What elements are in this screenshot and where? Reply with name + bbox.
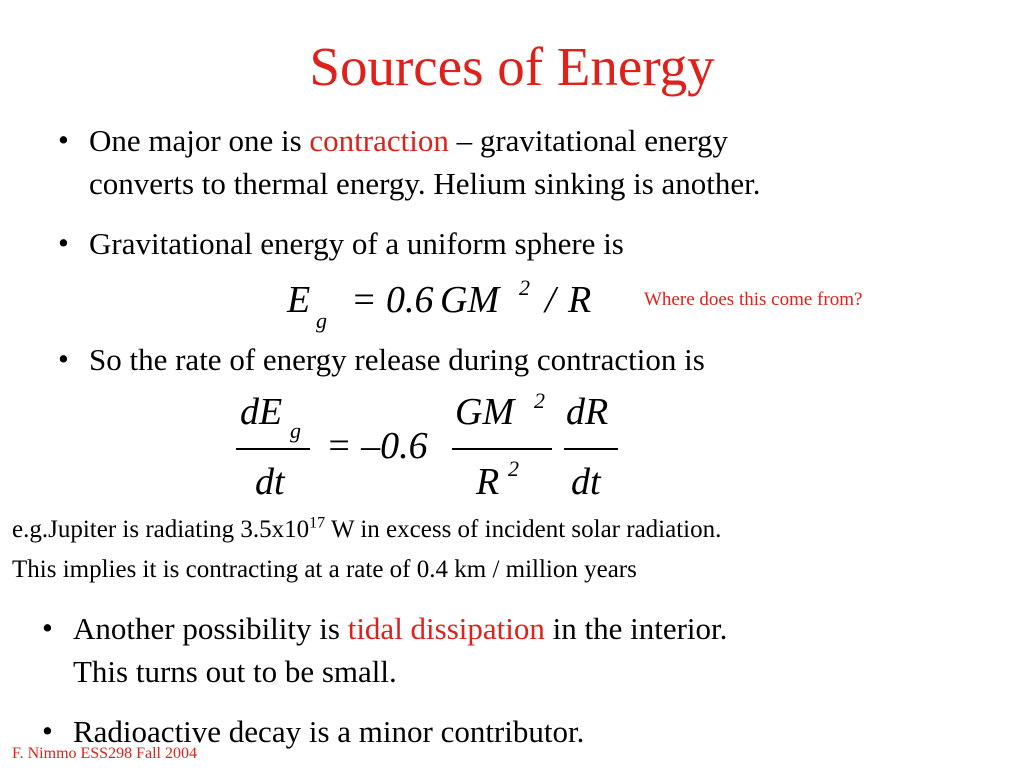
- bullet-text: One major one is: [89, 123, 310, 158]
- eq2-fraction-bar: [452, 448, 552, 450]
- bullet-text: in the interior.: [544, 611, 728, 646]
- eq1-sub-g: g: [316, 308, 327, 333]
- bullet-text: Another possibility is: [73, 611, 348, 646]
- eq2-GM: GM: [455, 391, 515, 433]
- bullet-text: converts to thermal energy. Helium sinking is another.: [89, 166, 761, 201]
- eq2-R: R: [476, 461, 500, 503]
- eq1-exp: 2: [519, 275, 530, 300]
- bullet-tidal-dissipation: [73, 607, 993, 693]
- highlight-tidal-dissipation: tidal dissipation: [347, 611, 545, 646]
- eq1-slash: /: [545, 279, 556, 321]
- slide-title: Sources of Energy: [309, 36, 715, 97]
- footer-credit: F. Nimmo ESS298 Fall 2004: [12, 745, 197, 762]
- bullet-text: – gravitational energy: [448, 123, 729, 158]
- eq2-fraction-bar: [236, 448, 310, 450]
- eq2-sub-g: g: [290, 418, 301, 443]
- bullet-marker: •: [42, 610, 53, 645]
- highlight-contraction: contraction: [309, 123, 449, 158]
- eq2-dR: dR: [566, 391, 609, 433]
- bullet-marker: •: [58, 341, 69, 376]
- eq2-dt2: dt: [571, 461, 601, 503]
- eq2-exp-top: 2: [534, 388, 545, 413]
- jupiter-example: [12, 510, 1012, 590]
- eq1-equals: =: [351, 279, 377, 321]
- example-exponent: 17: [309, 514, 326, 532]
- eq2-equals-minus: = –0.6: [326, 425, 428, 467]
- bullet-text: This turns out to be small.: [73, 654, 397, 689]
- bullet-gravitational-energy: Gravitational energy of a uniform sphere is: [89, 226, 624, 261]
- eq2-fraction-bar: [564, 448, 618, 450]
- eq1-E: E: [287, 279, 311, 321]
- example-text: W in excess of incident solar radiation.: [325, 516, 722, 543]
- bullet-radioactive-decay: Radioactive decay is a minor contributor.: [73, 714, 585, 749]
- example-text: This implies it is contracting at a rate of 0.4 km / million years: [12, 556, 637, 583]
- eq1-R: R: [568, 279, 592, 321]
- eq2-dE: dE: [240, 391, 283, 433]
- eq2-exp-bot: 2: [508, 456, 519, 481]
- bullet-rate-of-energy: So the rate of energy release during contraction is: [89, 342, 705, 377]
- eq2-dt1: dt: [255, 461, 285, 503]
- eq1-coef: 0.6: [386, 279, 434, 321]
- example-text: e.g.Jupiter is radiating 3.5x10: [12, 516, 310, 543]
- note-where-from: Where does this come from?: [644, 289, 863, 310]
- bullet-marker: •: [58, 225, 69, 260]
- bullet-contraction: [89, 119, 989, 205]
- bullet-marker: •: [42, 713, 53, 748]
- bullet-marker: •: [58, 122, 69, 157]
- eq1-GM: GM: [440, 279, 500, 321]
